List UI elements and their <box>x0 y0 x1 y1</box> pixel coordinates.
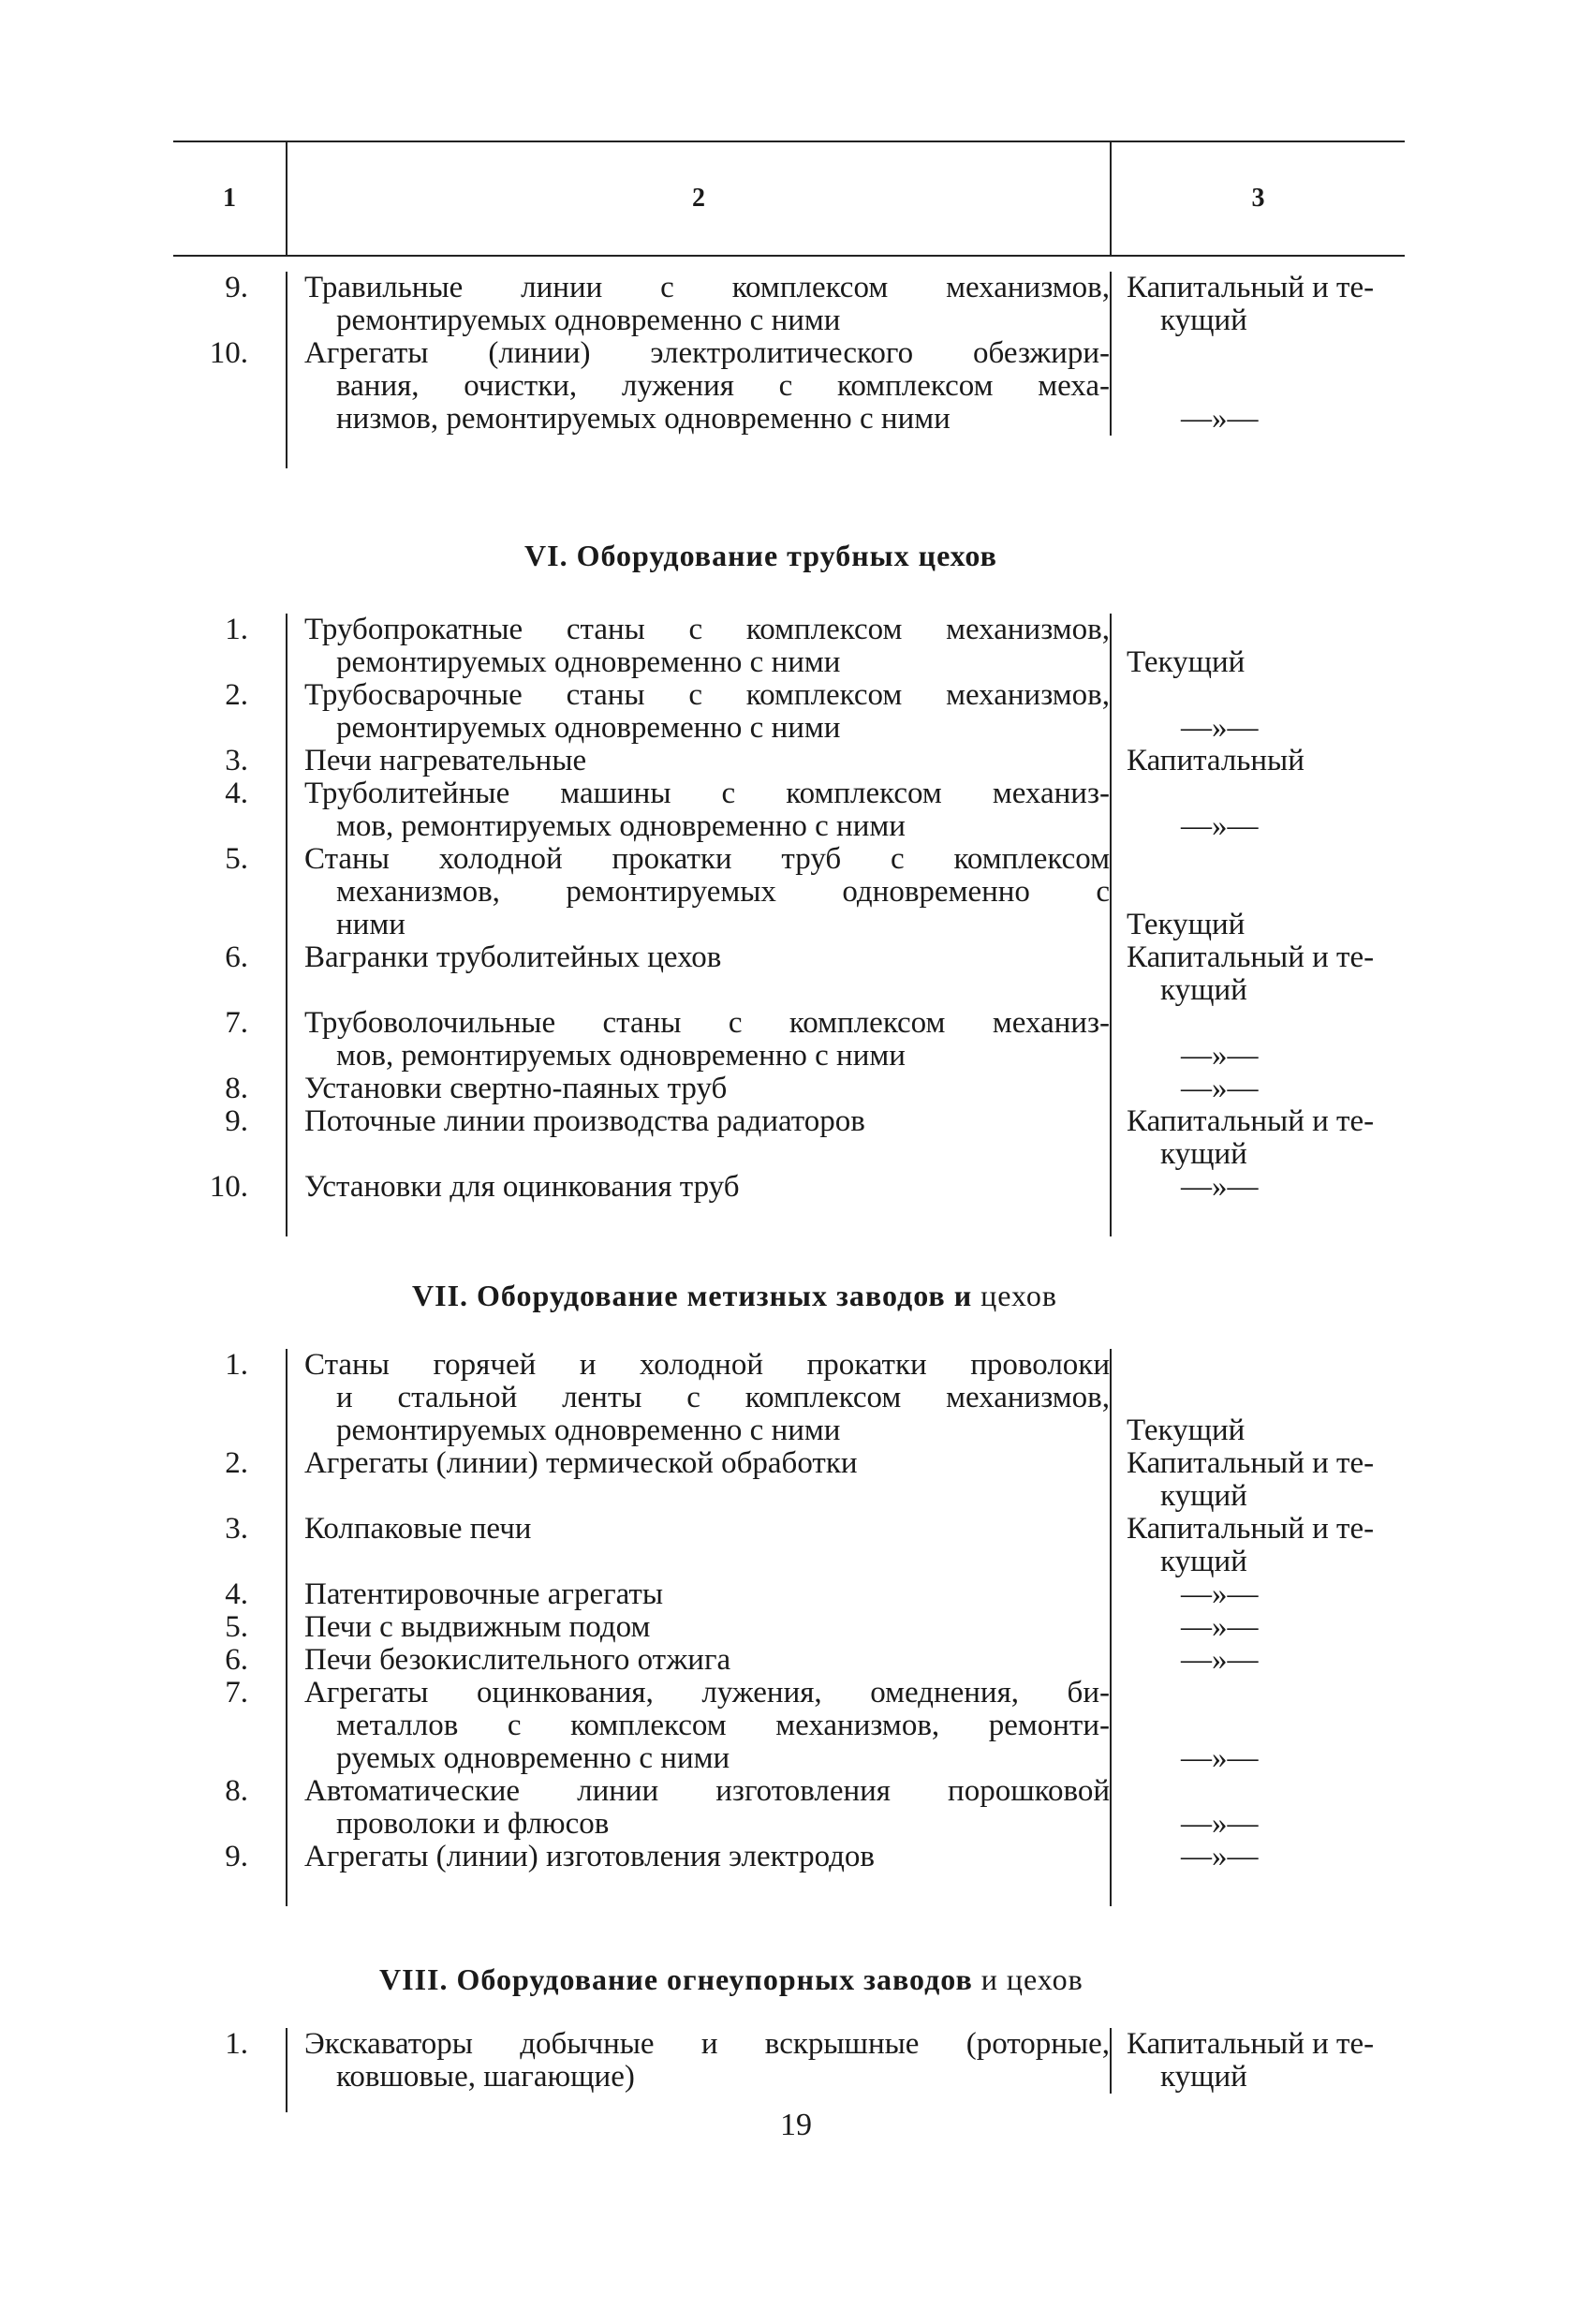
row-text: Станы холодной прокатки труб с комплексом <box>304 842 1110 876</box>
row-text: ремонтируемых одновременно с ними <box>336 303 841 337</box>
row-text: Труболитейные машины с комплексом механиз- <box>304 777 1110 810</box>
section-title-tail: цехов <box>980 1279 1057 1312</box>
row-value: —»— <box>1181 1577 1259 1611</box>
table-section-7 <box>173 1349 1405 1906</box>
table-row <box>173 941 1405 1007</box>
table-top <box>173 272 1405 468</box>
row-number: 5. <box>225 1610 248 1644</box>
row-value: кущий <box>1160 303 1247 337</box>
row-value: —»— <box>1181 809 1259 843</box>
row-text: проволоки и флюсов <box>336 1807 610 1841</box>
row-text: механизмов, ремонтируемых одновременно с <box>336 875 1110 909</box>
row-text: Колпаковые печи <box>304 1512 532 1546</box>
row-value: —»— <box>1181 402 1259 436</box>
section-title <box>412 1279 1057 1313</box>
row-text: металлов с комплексом механизмов, ремонти- <box>336 1709 1110 1742</box>
table-row <box>173 777 1405 843</box>
table-row <box>173 1644 1405 1677</box>
table-row <box>173 1611 1405 1644</box>
table-row <box>173 1105 1405 1171</box>
table-row <box>173 1007 1405 1073</box>
row-number: 7. <box>225 1006 248 1040</box>
row-text: Травильные линии с комплексом механизмов, <box>304 271 1110 304</box>
row-value: —»— <box>1181 1039 1259 1073</box>
row-number: 7. <box>225 1676 248 1710</box>
row-number: 2. <box>225 678 248 712</box>
section-title-main: VIII. Оборудование огнеупорных заводов <box>379 1962 973 1996</box>
row-text: вания, очистки, лужения с комплексом меха- <box>336 369 1110 403</box>
row-value: Капитальный и те- <box>1127 1512 1375 1546</box>
row-value: Текущий <box>1127 645 1246 679</box>
row-value: —»— <box>1181 1807 1259 1841</box>
row-number: 3. <box>225 1512 248 1546</box>
table-row <box>173 843 1405 941</box>
row-text: Патентировочные агрегаты <box>304 1577 664 1611</box>
row-value: —»— <box>1181 1840 1259 1873</box>
row-text: и стальной ленты с комплексом механизмов, <box>336 1381 1110 1414</box>
table-row <box>173 337 1405 468</box>
header-col-3: 3 <box>1110 142 1405 255</box>
row-number: 3. <box>225 744 248 777</box>
row-number: 5. <box>225 842 248 876</box>
row-number: 1. <box>225 2027 248 2061</box>
row-value: Капитальный и те- <box>1127 1104 1375 1138</box>
table-row <box>173 1677 1405 1775</box>
row-number: 10. <box>209 1170 248 1204</box>
row-value: —»— <box>1181 1610 1259 1644</box>
row-text: Агрегаты (линии) термической обработки <box>304 1446 858 1480</box>
row-value: Капитальный <box>1127 744 1305 777</box>
table-header <box>173 141 1405 257</box>
row-text: Агрегаты оцинкования, лужения, омеднения, би- <box>304 1676 1110 1710</box>
row-value: кущий <box>1160 1479 1247 1513</box>
row-number: 2. <box>225 1446 248 1480</box>
row-value: Капитальный и те- <box>1127 271 1375 304</box>
table-row <box>173 1171 1405 1236</box>
row-text: ремонтируемых одновременно с ними <box>336 645 841 679</box>
row-text: ремонтируемых одновременно с ними <box>336 711 841 745</box>
table-row <box>173 1073 1405 1105</box>
row-text: Агрегаты (линии) электролитического обезжири- <box>304 336 1110 370</box>
row-value: —»— <box>1181 1741 1259 1775</box>
row-value: Капитальный и те- <box>1127 2027 1375 2061</box>
row-number: 4. <box>225 777 248 810</box>
section-title: VI. Оборудование трубных цехов <box>524 539 997 572</box>
row-value: Текущий <box>1127 908 1246 941</box>
table-row <box>173 679 1405 745</box>
row-value: кущий <box>1160 1137 1247 1171</box>
table-row <box>173 1841 1405 1906</box>
row-number: 8. <box>225 1774 248 1808</box>
row-number: 1. <box>225 1348 248 1382</box>
row-number: 8. <box>225 1072 248 1105</box>
row-text: руемых одновременно с ними <box>336 1741 730 1775</box>
table-row <box>173 1447 1405 1513</box>
row-text: мов, ремонтируемых одновременно с ними <box>336 1039 906 1073</box>
table-row <box>173 745 1405 777</box>
row-value: —»— <box>1181 1643 1259 1677</box>
table-row <box>173 614 1405 679</box>
row-text: Установки для оцинкования труб <box>304 1170 740 1204</box>
table-row <box>173 2028 1405 2112</box>
table-row <box>173 1578 1405 1611</box>
row-text: Печи безокислительного отжига <box>304 1643 731 1677</box>
row-text: Вагранки труболитейных цехов <box>304 940 722 974</box>
header-col-1: 1 <box>223 184 236 213</box>
row-text: Поточные линии производства радиаторов <box>304 1104 865 1138</box>
row-number: 10. <box>209 336 248 370</box>
table-row <box>173 1775 1405 1841</box>
row-number: 9. <box>225 1840 248 1873</box>
row-text: ними <box>336 908 405 941</box>
row-text: Автоматические линии изготовления порошковой <box>304 1774 1110 1808</box>
row-value: кущий <box>1160 2060 1247 2094</box>
table-row <box>173 272 1405 337</box>
row-text: ковшовые, шагающие) <box>336 2060 635 2094</box>
row-value: —»— <box>1181 711 1259 745</box>
row-value: кущий <box>1160 973 1247 1007</box>
table-row <box>173 1513 1405 1578</box>
row-value: Капитальный и те- <box>1127 1446 1375 1480</box>
row-number: 6. <box>225 1643 248 1677</box>
row-value: Текущий <box>1127 1414 1246 1447</box>
row-text: Установки свертно-паяных труб <box>304 1072 728 1105</box>
row-value: кущий <box>1160 1545 1247 1578</box>
row-text: Станы горячей и холодной прокатки проволоки <box>304 1348 1110 1382</box>
section-title-tail: и цехов <box>980 1962 1083 1996</box>
row-number: 6. <box>225 940 248 974</box>
table-section-8 <box>173 2028 1405 2112</box>
row-text: Печи нагревательные <box>304 744 587 777</box>
row-text: низмов, ремонтируемых одновременно с ними <box>336 402 951 436</box>
row-text: ремонтируемых одновременно с ними <box>336 1414 841 1447</box>
row-text: Трубосварочные станы с комплексом механизмов, <box>304 678 1110 712</box>
row-value: —»— <box>1181 1072 1259 1105</box>
row-number: 9. <box>225 1104 248 1138</box>
section-title-main: VII. Оборудование метизных заводов и <box>412 1279 973 1312</box>
section-title <box>379 1962 1083 1997</box>
table-row <box>173 1349 1405 1447</box>
row-value: —»— <box>1181 1170 1259 1204</box>
row-text: Трубопрокатные станы с комплексом механизмов, <box>304 613 1110 646</box>
page-number: 19 <box>780 2108 812 2142</box>
row-number: 1. <box>225 613 248 646</box>
row-value: Капитальный и те- <box>1127 940 1375 974</box>
row-text: Агрегаты (линии) изготовления электродов <box>304 1840 876 1873</box>
row-text: Экскаваторы добычные и вскрышные (роторные, <box>304 2027 1110 2061</box>
row-number: 9. <box>225 271 248 304</box>
row-text: Печи с выдвижным подом <box>304 1610 651 1644</box>
row-text: мов, ремонтируемых одновременно с ними <box>336 809 906 843</box>
row-number: 4. <box>225 1577 248 1611</box>
header-col-2: 2 <box>286 142 1110 255</box>
row-text: Трубоволочильные станы с комплексом механиз- <box>304 1006 1110 1040</box>
table-section-6 <box>173 614 1405 1236</box>
